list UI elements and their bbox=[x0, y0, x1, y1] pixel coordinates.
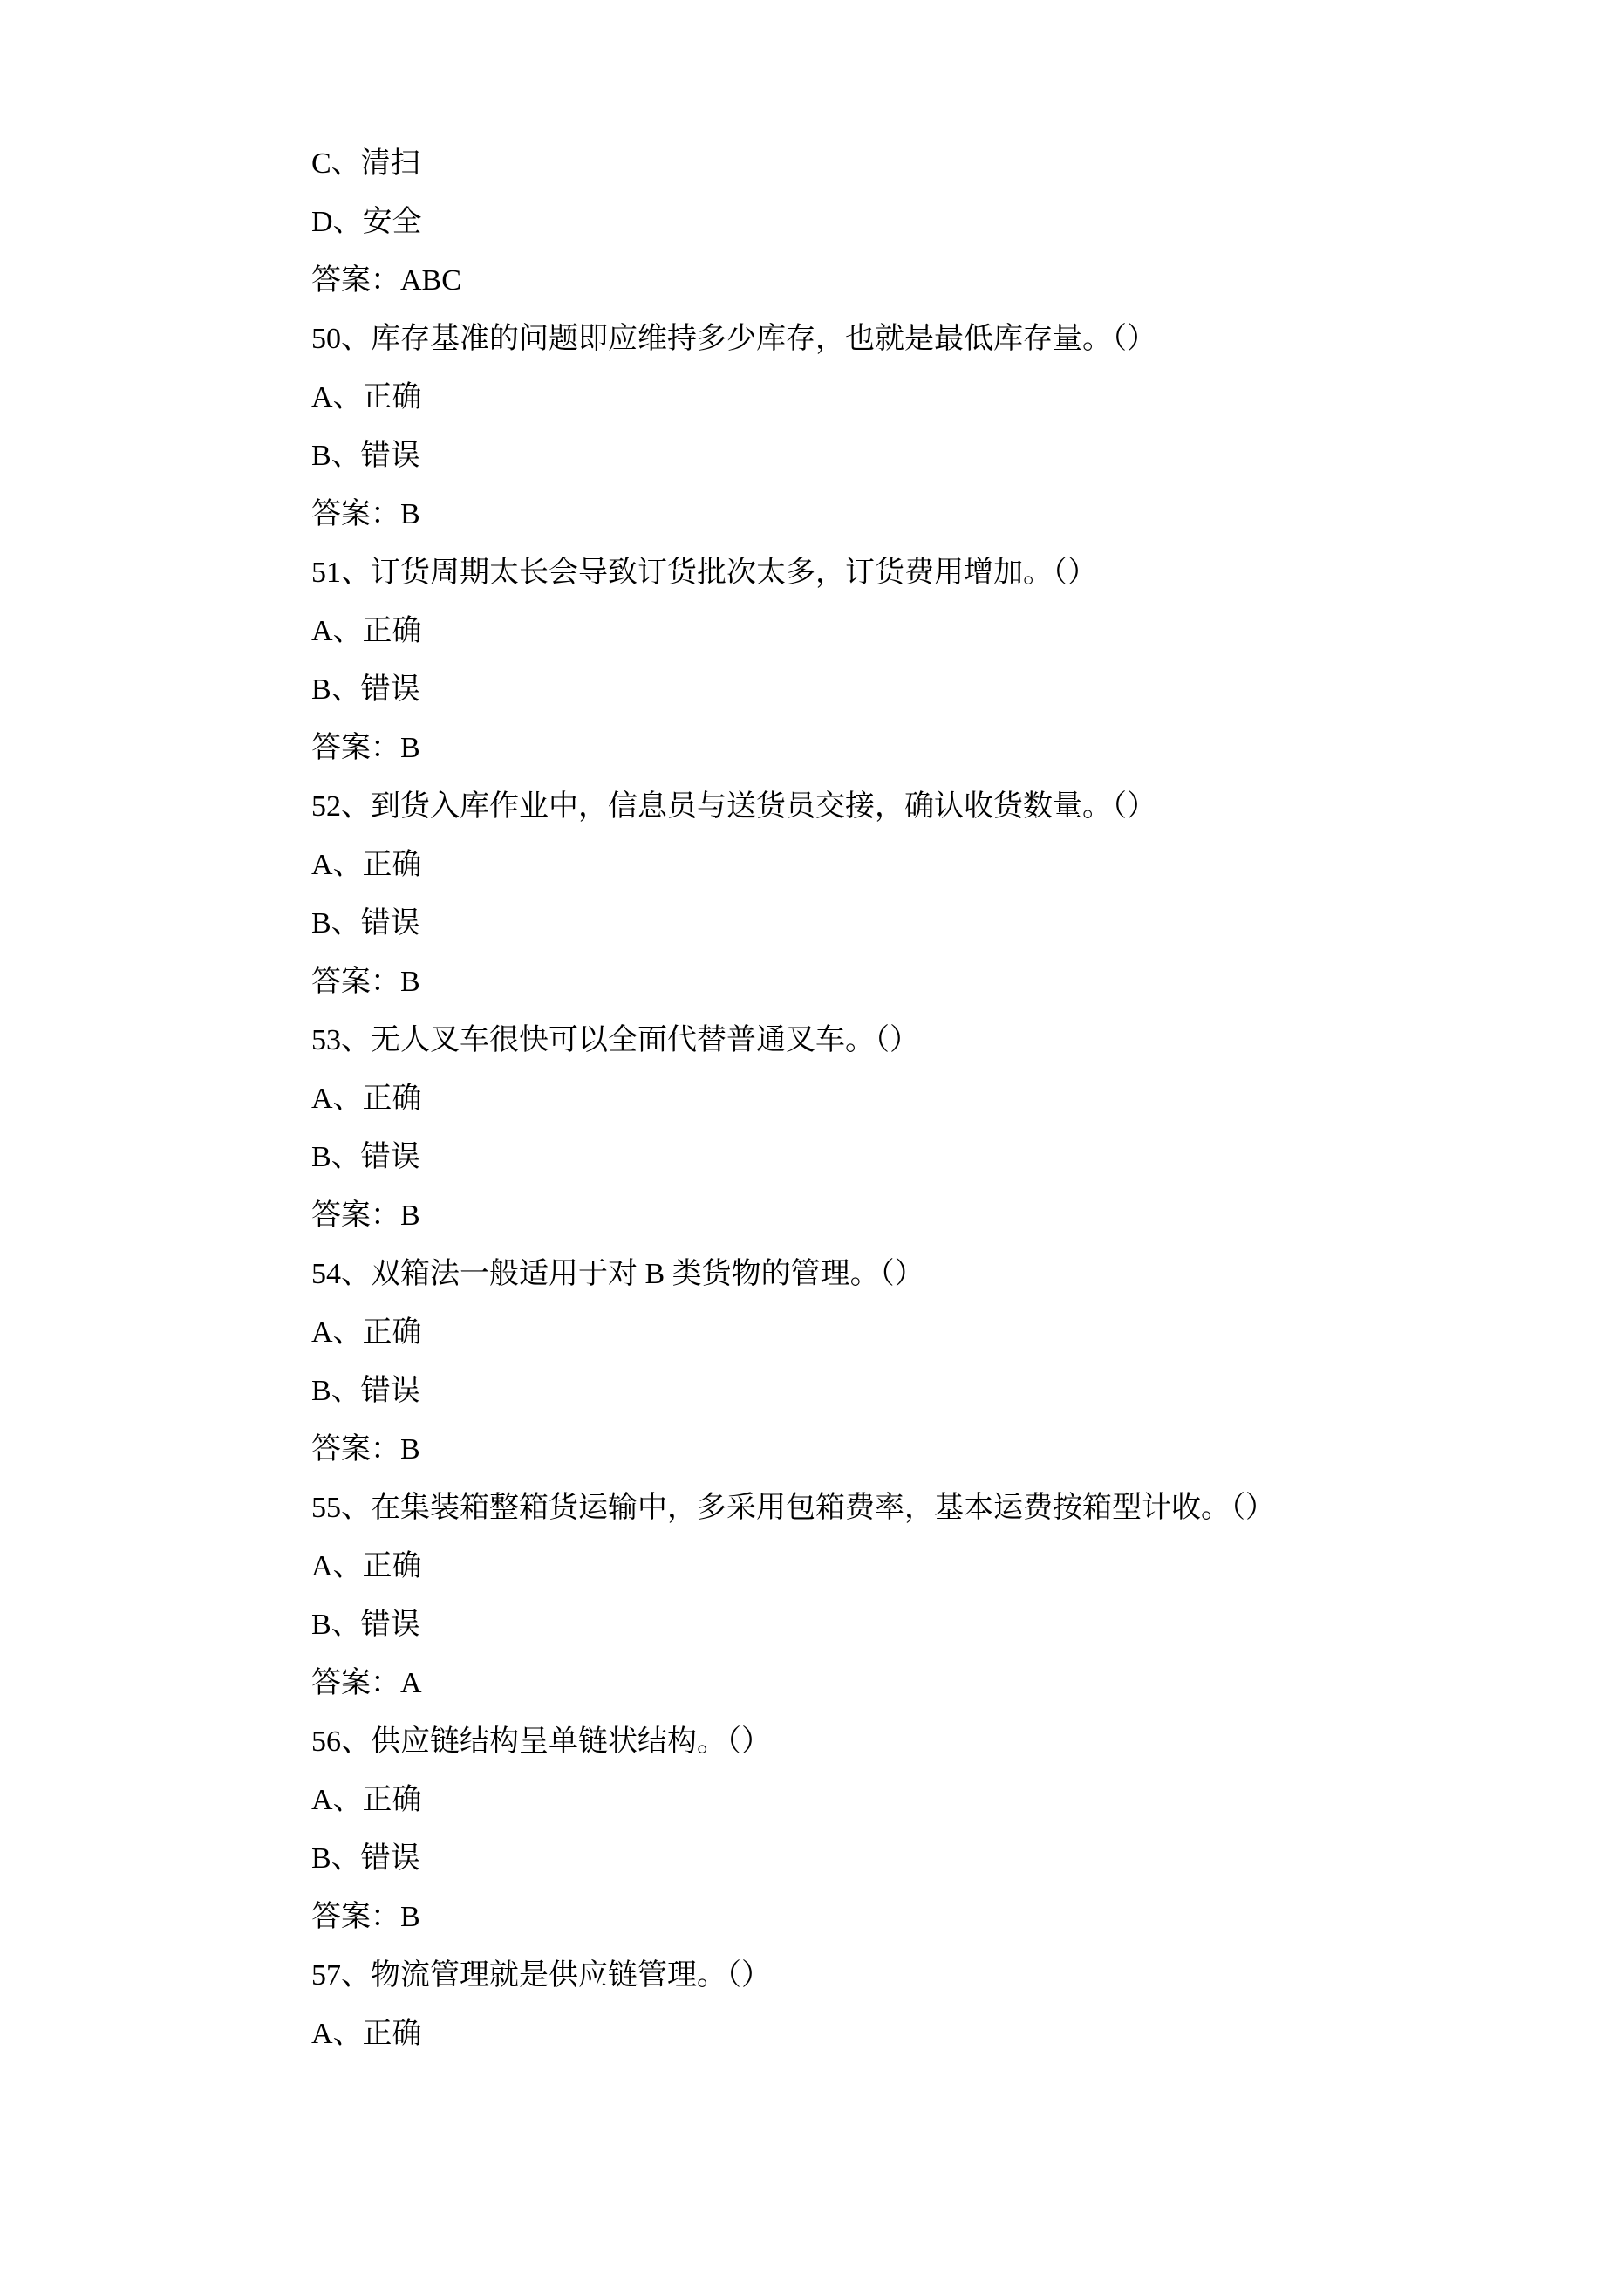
q51-question: 51、订货周期太长会导致订货批次太多，订货费用增加。（） bbox=[311, 557, 1097, 589]
q52-question: 52、到货入库作业中，信息员与送货员交接，确认收货数量。（） bbox=[311, 790, 1156, 823]
q54-option-b: B、错误 bbox=[311, 1375, 420, 1407]
q57-question: 57、物流管理就是供应链管理。（） bbox=[311, 1959, 771, 1992]
q56-question: 56、供应链结构呈单链状结构。（） bbox=[311, 1725, 771, 1758]
q53-answer: 答案：B bbox=[311, 1199, 420, 1232]
q49-option-c: C、清扫 bbox=[311, 147, 420, 180]
q55-option-b: B、错误 bbox=[311, 1609, 420, 1641]
q53-option-a: A、正确 bbox=[311, 1083, 422, 1115]
q56-option-b: B、错误 bbox=[311, 1842, 420, 1875]
q55-question: 55、在集装箱整箱货运输中，多采用包箱费率，基本运费按箱型计收。（） bbox=[311, 1492, 1275, 1524]
q50-option-b: B、错误 bbox=[311, 440, 420, 472]
q56-option-a: A、正确 bbox=[311, 1784, 422, 1816]
q49-option-d: D、安全 bbox=[311, 206, 422, 238]
q52-option-b: B、错误 bbox=[311, 907, 420, 940]
q56-answer: 答案：B bbox=[311, 1901, 420, 1933]
q53-option-b: B、错误 bbox=[311, 1141, 420, 1173]
q55-answer: 答案：A bbox=[311, 1667, 422, 1699]
q53-question: 53、无人叉车很快可以全面代替普通叉车。（） bbox=[311, 1024, 919, 1056]
q55-option-a: A、正确 bbox=[311, 1550, 422, 1582]
q54-option-a: A、正确 bbox=[311, 1316, 422, 1349]
q51-option-a: A、正确 bbox=[311, 615, 422, 647]
q50-question: 50、库存基准的问题即应维持多少库存，也就是最低库存量。（） bbox=[311, 323, 1156, 355]
q57-option-a: A、正确 bbox=[311, 2018, 422, 2050]
q52-option-a: A、正确 bbox=[311, 849, 422, 881]
q52-answer: 答案：B bbox=[311, 966, 420, 998]
q54-answer: 答案：B bbox=[311, 1433, 420, 1466]
q50-option-a: A、正确 bbox=[311, 381, 422, 413]
quiz-document-page bbox=[311, 134, 1518, 2063]
q51-answer: 答案：B bbox=[311, 732, 420, 764]
q49-answer: 答案：ABC bbox=[311, 264, 461, 297]
q54-question: 54、双箱法一般适用于对 B 类货物的管理。（） bbox=[311, 1258, 924, 1290]
q50-answer: 答案：B bbox=[311, 498, 420, 530]
q51-option-b: B、错误 bbox=[311, 673, 420, 706]
